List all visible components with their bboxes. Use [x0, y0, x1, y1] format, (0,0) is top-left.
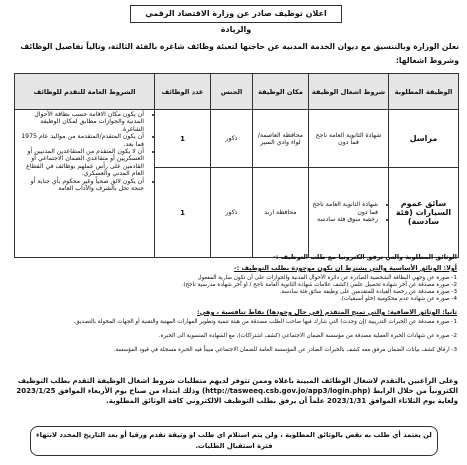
basic-doc-item: 4- صورة عن شهادة عدم محكومية (خلو أسبقيات).	[339, 296, 457, 302]
header-job: الوظيفة المطلوبة	[389, 74, 459, 110]
table-header-row	[15, 74, 459, 110]
job-gender: ذكور	[211, 110, 253, 168]
condition-item: • أن لا يكون المتقدم من المتقاعدين المدنيين أو العسكريين أو متقاعدي الضمان الاجتماعي أو القادمين على رأس عملهم بوظائف في القطاع العام المدني والعسكري.	[17, 148, 144, 178]
basic-doc-item: 3- صورة مصدقة عن رخصة القيادة للمتقدمين على وظيفة سائق فئة سادسة.	[279, 289, 457, 295]
notice-box: لن يعتمد أي طلب به نقص بالوثائق المطلوبة ، ولن يتم استلام اي طلب او وثيقة تقدم ورقيا أو بعد التاريخ المحدد لانتهاء فترة استقبال الطلبات.	[30, 426, 438, 456]
job-count: 1	[155, 110, 211, 168]
page-title: اعلان توظيف صادر عن وزارة الاقتصاد الرقمي والريادة	[130, 5, 342, 23]
extra-doc-item: 1- صورة مصدقة عن الخبرات التدريبية (إن وجدت) التي شارك فيها صاحب الطلب مصدقة من هيئة تنمية وتطوير المهارات المهنية والتقنية أو الجهات المخولة بالتصديق.	[73, 319, 457, 325]
job-requirements: شهادة الثانوية العامة ناجح فما دون	[309, 110, 389, 168]
extra-doc-item: 3- ارفاق كشف بيانات الضمان مرفق معه كشف بالخبرات الصادر عن المؤسسة العامة للضمان الاجتماعي مبيناً فيه الخبرة مسجلة في قيود المؤسسة.	[113, 347, 457, 353]
jobs-table	[14, 73, 459, 258]
table-row	[15, 110, 459, 168]
header-gender: الجنس	[211, 74, 253, 110]
header-place: مكان الوظيفة	[253, 74, 309, 110]
job-name: سائق عموم السيارات (فئة سادسة)	[389, 168, 459, 258]
header-requirements: شروط اشغال الوظيفة	[309, 74, 389, 110]
extra-doc-item: 2- صورة عن شهادات الخبرة العملية مصدقة من مؤسسة الضمان الاجتماعي (كشف اشتراكات)، مع الشهادة المنسوبة الى الخبرة.	[158, 333, 457, 339]
general-conditions-cell	[15, 110, 155, 258]
job-place: محافظة العاصمة/ لواء وادي السير	[253, 110, 309, 168]
job-place: محافظة اربد	[253, 168, 309, 258]
basic-documents-title: أولا: الوثائق الأساسية والتي يشترط ان تكون موجودة بطلب التوظيف :-	[234, 264, 457, 272]
condition-item: • أن يكون لائق صحياً وغير محكوم بأي جناية أو جنحة تخل بالشرف والآداب العامة	[17, 178, 144, 193]
job-count: 1	[155, 168, 211, 258]
intro-paragraph: تعلن الوزارة وبالتنسيق مع ديوان الخدمة المدنية عن حاجتها لتعبئة وظائف شاغرة بالفئة الثالثة، وتالياً تفاصيل الوظائف وشروط اشغالها:	[20, 42, 459, 65]
condition-item: • أن يكون مكان الاقامة حسب بطاقة الأحوال المدنية والجوازات مطابق لمكان الوظيفة الشاغرة.	[17, 111, 144, 133]
header-general-conditions: الشروط العامة للتقدم للوظائف	[15, 74, 155, 110]
header-count: عدد الوظائف	[155, 74, 211, 110]
condition-item: • أن يكون المتقدم/المتقدمة من مواليد عام 1975 فما بعد.	[17, 133, 144, 148]
documents-title: الوثائق المطلوبة والتي ترفق الكترونيا مع طلب التوظيف :-	[273, 253, 457, 261]
job-requirements	[309, 168, 389, 258]
job-name: مراسل	[389, 110, 459, 168]
job-gender: ذكور	[211, 168, 253, 258]
basic-doc-item: 1- صورة عن وجهي البطاقة الشخصية الصادرة عن دائرة الأحوال المدنية والجوازات على أن تكون سارية المفعول	[197, 275, 457, 281]
extra-documents-title: ثانيا: الوثائق الاضافية: والتي تمنح المتقدم (في حال وجودها) نقاط تنافسية ، وهي:	[197, 308, 457, 316]
requirement-item: • شهادة الثانوية العامة ناجح فما دون	[311, 201, 378, 216]
requirement-item: • رخصة سوق فئة سادسة	[311, 216, 378, 223]
application-instructions: وعلى الراغبين بالتقدم لاشغال الوظائف المبينة باعلاه وممن تتوفر لديهم متطلبات شروط اشغال الوظيفة التقدم بطلب التوظيف الكترونياً من خلال الرابط (http://tasweeq.csb.gov.jo/app3/login.php) وذلك ابتداء من صباح يوم الأربعاء الموافق 2023/1/25 ولغاية يوم الثلاثاء الموافق 2023/1/31 علماً أن يرفق بطلب التوظيف الالكتروني كافة الوثائق المطلوبة.	[16, 377, 458, 405]
basic-doc-item: 2- صورة مصدقة عن آخر شهادة تحصيل علمي (كشف علامات شهادة الثانوية العامة ناجح / او آخر شهادة مدرسية ناجح).	[181, 282, 457, 288]
